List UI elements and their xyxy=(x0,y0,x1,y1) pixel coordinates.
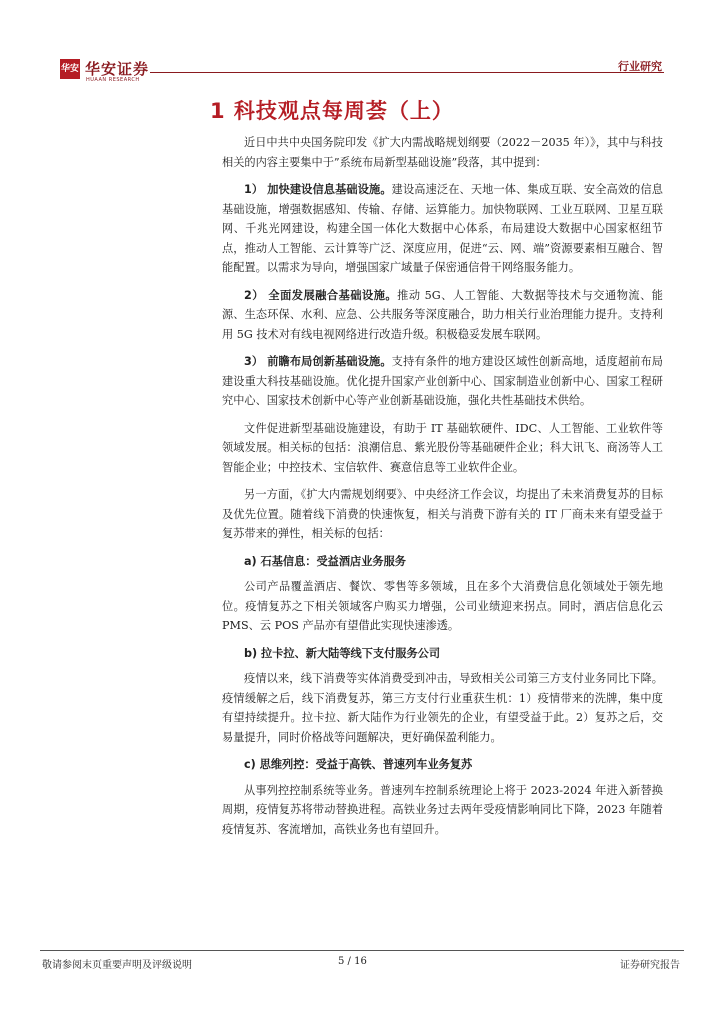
point-1-body: 建设高速泛在、天地一体、集成互联、安全高效的信息基础设施，增强数据感知、传输、存储、运算能力。加快物联网、工业互联网、卫星互联网、千兆光网建设，构建全国一体化大数据中心体系，布局建设大数据中心国家枢纽节点，推动人工智能、云计算等广泛、深度应用，促进“云、网、端”资源要素相互融合、智能配置。以需求为导向，增强国家广域量子保密通信骨干网络服务能力。 xyxy=(222,183,663,274)
point-2-lead: 2） 全面发展融合基础设施。 xyxy=(244,288,398,302)
section-title: 1 科技观点每周荟（上） xyxy=(210,99,454,123)
report-body xyxy=(222,133,663,845)
page-header xyxy=(0,0,724,90)
subsection-c-body: 从事列控控制系统等业务。普速列车控制系统理论上将于 2023-2024 年进入新替换周期，疫情复苏将带动替换进程。高铁业务过去两年受疫情影响同比下降，2023 年随着疫情复苏、客流增加，高铁业务也有望回升。 xyxy=(222,783,663,836)
point-2-body: 推动 5G、人工智能、大数据等技术与交通物流、能源、生态环保、水利、应急、公共服务等深度融合，助力相关行业治理能力提升。支持利用 5G 技术对有线电视网络进行改造升级。积极稳妥发展车联网。 xyxy=(222,288,663,341)
point-3-body: 支持有条件的地方建设区域性创新高地，适度超前布局建设重大科技基础设施。优化提升国家产业创新中心、国家制造业创新中心、国家工程研究中心、国家技术创新中心等产业创新基础设施，强化共性基础技术供给。 xyxy=(222,355,663,407)
subsection-a-body: 公司产品覆盖酒店、餐饮、零售等多领域，且在多个大消费信息化领域处于领先地位。疫情复苏之下相关领域客户购买力增强，公司业绩迎来拐点。同时，酒店信息化云 PMS、云 POS 产品亦有望借此实现快速渗透。 xyxy=(222,580,663,632)
footer-divider xyxy=(40,950,684,951)
subsection-b-body: 疫情以来，线下消费等实体消费受到冲击，导致相关公司第三方支付业务同比下降。疫情缓解之后，线下消费复苏，第三方支付行业重获生机：1）疫情带来的洗牌，集中度有望持续提升。拉卡拉、新大陆作为行业领先的企业，有望受益于此。2）复苏之后，交易量提升，同时价格战等问题解决，更好确保盈利能力。 xyxy=(222,672,663,744)
summary-paragraph: 文件促进新型基础设施建设，有助于 IT 基础软硬件、IDC、人工智能、工业软件等领域发展。相关标的包括：浪潮信息、紫光股份等基础硬件企业；科大讯飞、商汤等人工智能企业；中控技术、宝信软件、赛意信息等工业软件企业。 xyxy=(222,421,663,474)
company-sub-name: HUAAN RESEARCH xyxy=(86,77,140,83)
report-type: 证券研究报告 xyxy=(620,960,680,971)
page-number: 5 / 16 xyxy=(338,956,367,967)
point-1-paragraph xyxy=(222,180,663,278)
point-1-lead: 1） 加快建设信息基础设施。 xyxy=(244,183,392,196)
company-name: 华安证券 xyxy=(85,60,150,78)
point-2-paragraph xyxy=(222,286,663,345)
subsection-c-heading: c) 思维列控：受益于高铁、普速列车业务复苏 xyxy=(244,758,473,771)
subsection-a-heading: a) 石基信息：受益酒店业务服务 xyxy=(244,554,406,568)
point-3-paragraph xyxy=(222,352,663,411)
intro-paragraph: 近日中共中央国务院印发《扩大内需战略规划纲要（2022－2035 年）》，其中与科技相关的内容主要集中于”系统布局新型基础设施”段落，其中提到： xyxy=(222,136,663,169)
header-divider xyxy=(150,72,664,73)
point-3-lead: 3） 前瞻布局创新基础设施。 xyxy=(244,355,392,368)
report-category: 行业研究 xyxy=(618,60,662,73)
company-logo-icon: 华安 xyxy=(60,59,80,79)
consumption-paragraph: 另一方面，《扩大内需规划纲要》、中央经济工作会议，均提出了未来消费复苏的目标及优先位置。随着线下消费的快速恢复，相关与消费下游有关的 IT 厂商未来有望受益于复苏带来的弹性，相关标的包括： xyxy=(222,488,663,540)
subsection-b-heading: b) 拉卡拉、新大陆等线下支付服务公司 xyxy=(244,646,441,660)
footer-disclaimer: 敬请参阅末页重要声明及评级说明 xyxy=(42,960,192,971)
